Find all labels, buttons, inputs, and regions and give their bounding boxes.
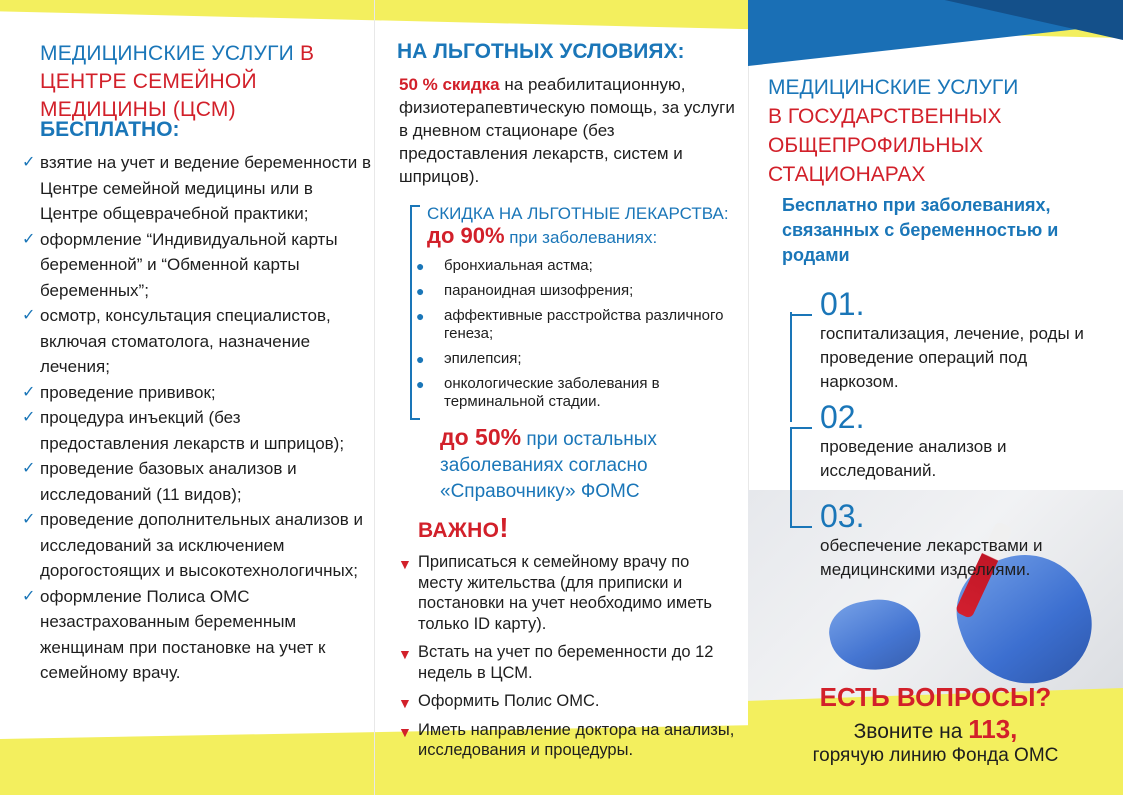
checkmark-icon: ✓ <box>22 383 36 401</box>
panel3-title-blue: МЕДИЦИНСКИЕ УСЛУГИ <box>768 76 1019 99</box>
list-item <box>398 642 738 683</box>
list-item-text: оформление “Индивидуальной карты беременной” и “Обменной карты беременных”; <box>40 229 338 300</box>
panel-divider <box>374 0 375 795</box>
step-3 <box>790 498 1110 582</box>
list-item <box>416 282 730 300</box>
list-item <box>22 150 372 227</box>
other-diseases-discount <box>440 424 740 505</box>
checkmark-icon: ✓ <box>22 587 36 605</box>
checkmark-icon: ✓ <box>22 307 36 324</box>
step-text: обеспечение лекарствами и медицинскими изделиями. <box>820 536 1043 579</box>
rehab-discount <box>399 73 739 188</box>
list-item <box>22 584 372 686</box>
red-triangle-icon: ▼ <box>398 723 412 740</box>
call-line <box>748 714 1123 745</box>
step-tick <box>790 314 812 316</box>
step-tick <box>790 427 812 429</box>
hotline-description: горячую линию Фонда ОМС <box>812 745 1059 766</box>
list-item <box>416 257 730 275</box>
bullet-dot-icon: ● <box>416 258 425 274</box>
list-item <box>416 350 730 368</box>
list-item-text: аффективные расстройства различного генеза; <box>444 307 724 342</box>
important-list <box>398 552 738 769</box>
list-item-text: осмотр, консультация специалистов, включая стоматолога, назначение лечения; <box>40 306 331 376</box>
panel2-title: НА ЛЬГОТНЫХ УСЛОВИЯХ: <box>397 40 685 63</box>
other-discount-percent: до 50% <box>440 424 522 450</box>
step-1 <box>790 286 1110 394</box>
red-triangle-icon: ▼ <box>398 646 412 662</box>
panel3-title <box>768 73 1113 189</box>
step-tick <box>790 526 812 528</box>
step-text: госпитализация, лечение, роды и проведение операций под наркозом. <box>820 324 1084 391</box>
bullet-dot-icon: ● <box>416 351 425 367</box>
discount-text: на реабилитационную, физиотерапевтическую помощь, за услуги в дневном стационаре (без предоставления лекарств, систем и шприцов). <box>399 75 735 186</box>
hotline-number: 113, <box>968 714 1018 744</box>
list-item-text: Встать на учет по беременности до 12 недель в ЦСМ. <box>418 643 714 682</box>
list-item-text: оформление Полиса ОМС незастрахованным беременным женщинам при постановке на учет к семейному врачу. <box>40 586 326 682</box>
checkmark-icon: ✓ <box>22 511 36 528</box>
list-item <box>22 303 372 380</box>
list-item <box>22 456 372 507</box>
other-discount-text: при остальных заболеваниях согласно «Справочнику» ФОМС <box>440 429 657 502</box>
list-item <box>416 375 730 411</box>
step-text: проведение анализов и исследований. <box>820 437 1007 480</box>
disease-list <box>416 257 730 418</box>
panel1-title-blue: МЕДИЦИНСКИЕ УСЛУГИ <box>40 42 294 65</box>
list-item <box>22 507 372 584</box>
red-triangle-icon: ▼ <box>398 695 412 711</box>
list-item-text: бронхиальная астма; <box>444 257 593 274</box>
list-item-text: Оформить Полис ОМС. <box>418 692 600 710</box>
step-number-text: 02. <box>820 399 865 435</box>
list-item-text: проведение базовых анализов и исследований (11 видов); <box>40 459 297 504</box>
red-triangle-icon: ▼ <box>398 556 412 572</box>
step-number-text: 01. <box>820 286 865 322</box>
step-number <box>790 286 1110 322</box>
list-item-text: Иметь направление доктора на анализы, исследования и процедуры. <box>418 720 735 759</box>
list-item <box>22 227 372 304</box>
list-item-text: процедура инъекций (без предоставления лекарств и шприцов); <box>40 408 345 453</box>
list-item <box>22 405 372 456</box>
list-item <box>22 380 372 406</box>
list-item-text: онкологические заболевания в терминальной стадии. <box>444 375 660 410</box>
important-label: ВАЖНО <box>418 519 500 542</box>
panel3-subtitle: Бесплатно при заболеваниях, связанных с беременностью и родами <box>782 195 1059 265</box>
list-item-text: проведение прививок; <box>40 382 216 402</box>
panel3-title-red: В ГОСУДАРСТВЕННЫХ ОБЩЕПРОФИЛЬНЫХ СТАЦИОНАРАХ <box>768 105 1002 186</box>
bullet-dot-icon: ● <box>416 308 425 324</box>
bullet-dot-icon: ● <box>416 283 425 299</box>
bullet-dot-icon: ● <box>416 376 425 392</box>
checkmark-icon: ✓ <box>22 230 36 248</box>
drug-discount-title: СКИДКА НА ЛЬГОТНЫЕ ЛЕКАРСТВА: <box>427 204 729 223</box>
discount-highlight: 50 % скидка <box>399 75 500 94</box>
drug-discount-percent: до 90% <box>427 223 505 248</box>
list-item <box>398 691 738 712</box>
list-item <box>398 720 738 761</box>
step-2 <box>790 399 1110 483</box>
list-item-text: взятие на учет и ведение беременности в Центре семейной медицины или в Центре общеврачебной практики; <box>40 153 372 223</box>
list-item-text: эпилепсия; <box>444 350 522 367</box>
list-item <box>398 552 738 634</box>
list-item-text: проведение дополнительных анализов и исследований за исключением дорогостоящих и высокотехнологичных; <box>40 510 364 580</box>
list-item-text: параноидная шизофрения; <box>444 282 634 299</box>
call-prefix: Звоните на <box>853 720 963 743</box>
free-label: БЕСПЛАТНО: <box>40 118 180 141</box>
important-exclamation: ! <box>499 512 509 543</box>
step-number <box>790 399 1110 435</box>
important-heading <box>418 512 509 544</box>
panel1-title <box>40 40 370 124</box>
step-number-text: 03. <box>820 498 865 534</box>
questions-heading: ЕСТЬ ВОПРОСЫ? <box>819 682 1052 712</box>
list-item-text: Приписаться к семейному врачу по месту жительства (для приписки и постановки на учет необходимо иметь только ID карту). <box>418 553 713 633</box>
free-services-list <box>22 150 372 686</box>
step-number <box>790 498 1110 534</box>
drug-discount-suffix: при заболеваниях: <box>509 228 658 247</box>
drug-discount-heading <box>427 203 747 249</box>
list-item <box>416 307 730 343</box>
checkmark-icon: ✓ <box>22 409 36 426</box>
panel1-title-red: В ЦЕНТРЕ СЕМЕЙНОЙ МЕДИЦИНЫ (ЦСМ) <box>40 42 315 121</box>
checkmark-icon: ✓ <box>22 460 36 477</box>
checkmark-icon: ✓ <box>22 154 36 171</box>
